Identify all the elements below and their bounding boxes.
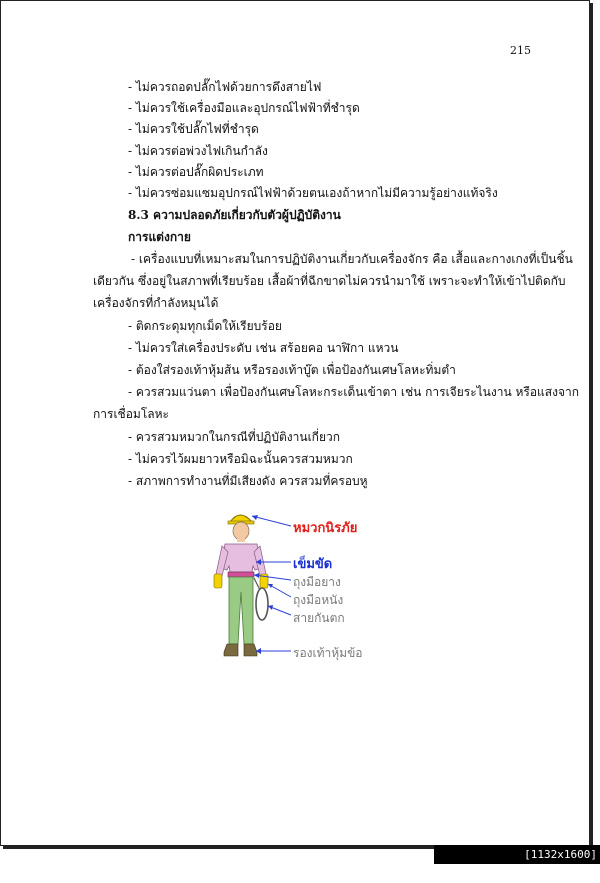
page-number: 215: [510, 44, 531, 57]
list-item: - สภาพการทำงานที่มีเสียงดัง ควรสวมที่ครอบหู: [128, 474, 368, 488]
rubber-gloves-label: ถุงมือยาง: [293, 575, 341, 589]
image-host-footer: [1132x1600] https://upic.me/: [434, 845, 600, 864]
list-item: - ไม่ควรใส่เครื่องประดับ เช่น สร้อยคอ นาฬิกา แหวน: [128, 341, 399, 355]
text-line: - ไม่ควรต่อปลั๊กผิดประเภท: [128, 165, 264, 179]
text-line: - ไม่ควรใช้ปลั๊กไฟที่ชำรุด: [128, 122, 259, 136]
text-line: - ไม่ควรต่อพ่วงไฟเกินกำลัง: [128, 144, 268, 158]
list-item: - ไม่ควรไว้ผมยาวหรือมิฉะนั้นควรสวมหมวก: [128, 452, 353, 466]
section-heading: 8.3 ความปลอดภัยเกี่ยวกับตัวผู้ปฏิบัติงาน: [128, 208, 341, 222]
list-item: - ควรสวมหมวกในกรณีที่ปฏิบัติงานเกี่ยวก: [128, 430, 340, 444]
safety-line-label: สายกันตก: [293, 611, 345, 625]
belt-label: เข็มขัด: [293, 557, 333, 572]
text-line: - ไม่ควรถอดปลั๊กไฟด้วยการดึงสายไฟ: [128, 80, 322, 94]
list-item: - ควรสวมแว่นตา เพื่อป้องกันเศษโลหะกระเด็นเข้าตา เช่น การเจียระไนงาน หรือแสงจาก: [128, 385, 580, 399]
text-line: - ไม่ควรซ่อมแซมอุปกรณ์ไฟฟ้าด้วยตนเองถ้าหากไม่มีความรู้อย่างแท้จริง: [128, 186, 498, 200]
safety-worker-figure: [206, 506, 406, 666]
list-item: - ต้องใส่รองเท้าหุ้มส้น หรือรองเท้าบู๊ต เพื่อป้องกันเศษโลหะทิ่มตำ: [128, 363, 456, 377]
sub-heading: การแต่งกาย: [128, 230, 191, 244]
text-line: - ไม่ควรใช้เครื่องมือและอุปกรณ์ไฟฟ้าที่ชำรุด: [128, 101, 360, 115]
list-item: - ติดกระดุมทุกเม็ดให้เรียบร้อย: [128, 319, 282, 333]
leather-gloves-label: ถุงมือหนัง: [293, 593, 344, 607]
list-item: การเชื่อมโลหะ: [93, 407, 169, 421]
boots-label: รองเท้าหุ้มข้อ: [293, 646, 363, 660]
helmet-label: หมวกนิรภัย: [293, 521, 358, 536]
paragraph-line: เดียวกัน ซึ่งอยู่ในสภาพที่เรียบร้อย เสื้อผ้าที่ฉีกขาดไม่ควรนำมาใช้ เพราะจะทำให้เข้าไปติดกับ: [93, 274, 566, 288]
paragraph-line: - เครื่องแบบที่เหมาะสมในการปฏิบัติงานเกี่ยวกับเครื่องจักร คือ เสื้อและกางเกงที่เป็นชิ้น: [131, 252, 573, 266]
paragraph-line: เครื่องจักรที่กำลังหมุนได้: [93, 296, 219, 310]
